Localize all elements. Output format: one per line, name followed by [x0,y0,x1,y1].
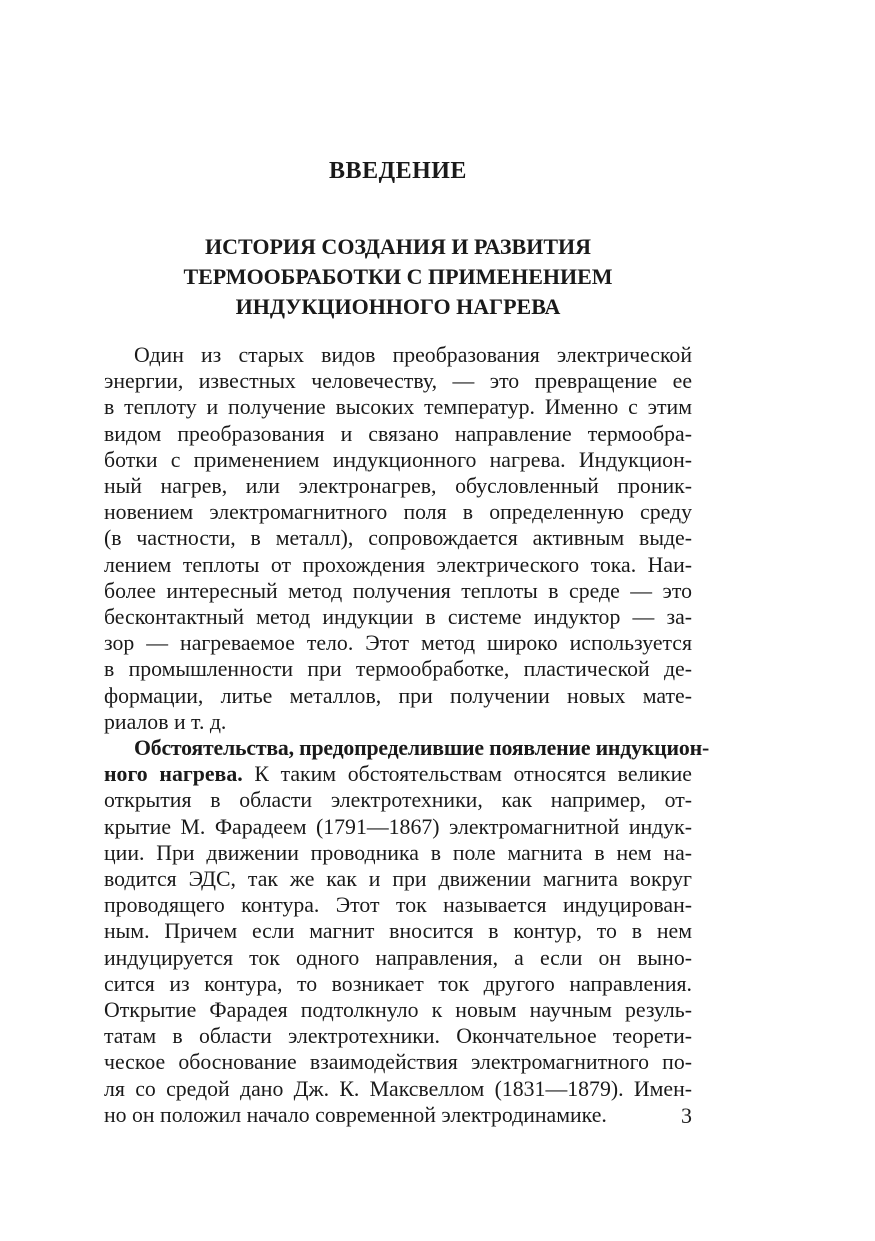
paragraph-1-line: более интересный метод получения теплоты в среде — это [104,578,692,603]
body-text [104,342,710,1128]
paragraph-2-line: проводящего контура. Этот ток называется индуцирован- [104,893,692,918]
section-title-line: ИНДУКЦИОННОГО НАГРЕВА [235,294,561,319]
paragraph-1-line: лением теплоты от прохождения электрического тока. Наи- [104,552,692,577]
paragraph-2-line-rest: К таким обстоятельствам относятся великие [242,762,692,787]
chapter-title: ВВЕДЕНИЕ [329,158,467,184]
paragraph-1-line: (в частности, в металл), сопровождается активным выде- [104,526,692,551]
page-number: 3 [681,1103,692,1128]
paragraph-1-line: риалов и т. д. [104,709,227,734]
paragraph-2-line: ным. Причем если магнит вносится в контур, то в нем [104,919,692,944]
paragraph-2-line: ции. При движении проводника в поле магнита в нем на- [104,840,692,865]
paragraph-2-line: крытие М. Фарадеем (1791—1867) электромагнитной индук- [104,814,692,839]
section-title-line: ИСТОРИЯ СОЗДАНИЯ И РАЗВИТИЯ [205,234,591,259]
paragraph-1-line: Один из старых видов преобразования электрической [134,343,692,367]
paragraph-2-line: ческое обоснование взаимодействия электромагнитного по- [104,1050,692,1075]
paragraph-1-line: формации, литье металлов, при получении новых мате- [104,683,692,708]
paragraph-1-line: ботки с применением индукционного нагрева. Индукцион- [104,447,692,472]
paragraph-1-line: в теплоту и получение высоких температур. Именно с этим [104,395,692,420]
book-page [104,0,710,1241]
paragraph-1-line: бесконтактный метод индукции в системе индуктор — за- [104,605,692,630]
paragraph-2-line: но он положил начало современной электродинамике. [104,1102,607,1127]
paragraph-2-line: сится из контура, то возникает ток другого направления. [104,971,692,996]
section-title [104,232,692,322]
paragraph-1-line: видом преобразования и связано направление термообра- [104,421,692,446]
paragraph-1-line: энергии, известных человечеству, — это превращение ее [104,369,692,394]
paragraph-2-bold-lead: Обстоятельства, предопределившие появление индукцион- [134,736,710,761]
paragraph-2-line: Открытие Фарадея подтолкнуло к новым научным резуль- [104,998,692,1023]
paragraph-1-line: ный нагрев, или электронагрев, обусловленный проник- [104,474,692,499]
paragraph-2-bold-lead-end: ного нагрева. [104,762,243,787]
paragraph-2-line: ля со средой дано Дж. К. Максвеллом (1831—1879). Имен- [104,1076,692,1101]
section-title-line: ТЕРМООБРАБОТКИ С ПРИМЕНЕНИЕМ [183,264,613,289]
paragraph-1-line: новением электромагнитного поля в определенную среду [104,500,692,525]
paragraph-2-line: водится ЭДС, так же как и при движении магнита вокруг [104,867,692,892]
paragraph-2-line: индуцируется ток одного направления, а если он выно- [104,945,692,970]
paragraph-1-line: в промышленности при термообработке, пластической де- [104,657,692,682]
paragraph-2-line: открытия в области электротехники, как например, от- [104,788,692,813]
paragraph-1-line: зор — нагреваемое тело. Этот метод широко используется [104,631,692,656]
paragraph-2-line [104,761,692,787]
paragraph-2-line: татам в области электротехники. Окончательное теорети- [104,1024,692,1049]
